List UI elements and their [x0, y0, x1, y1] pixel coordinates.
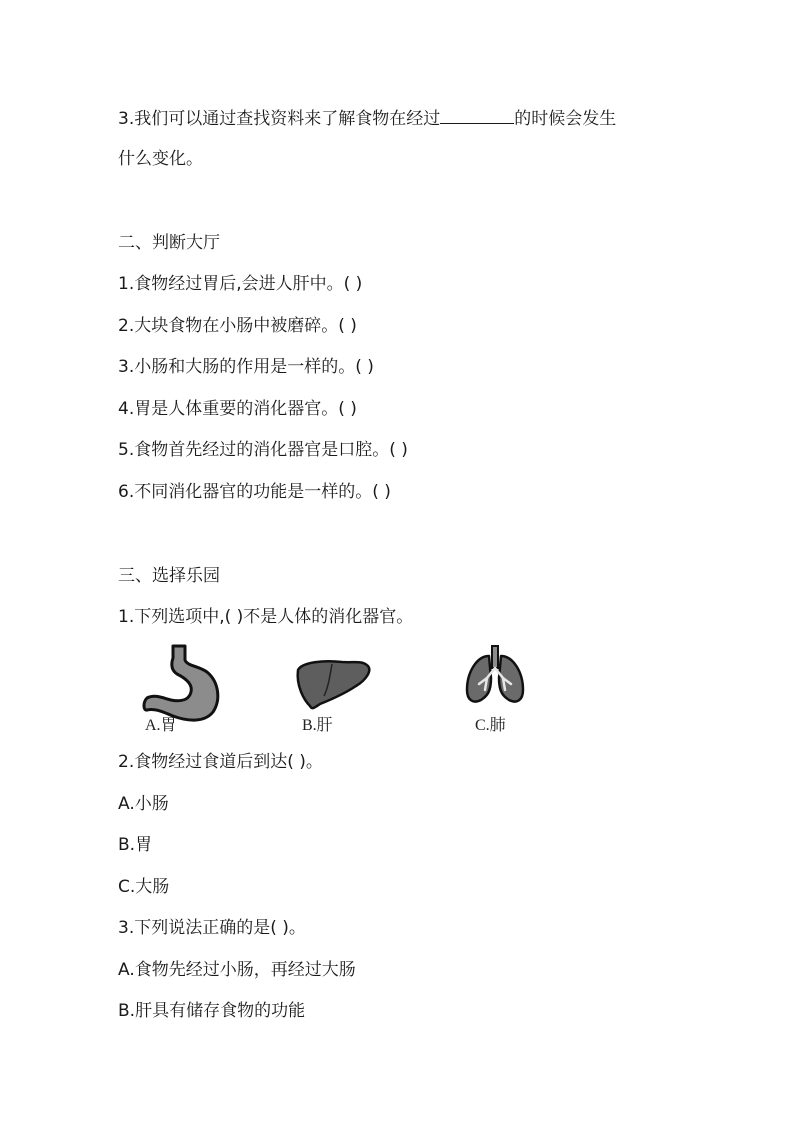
choice-q2-option-b: B.胃	[118, 835, 153, 855]
option-c-label: C.肺	[475, 717, 506, 734]
judgement-item-5: 5.食物首先经过的消化器官是口腔。( )	[118, 440, 408, 460]
answer-blank[interactable]	[440, 107, 514, 124]
choice-question-2: 2.食物经过食道后到达( )。	[118, 752, 323, 772]
choice-question-1: 1.下列选项中,( )不是人体的消化器官。	[118, 607, 414, 627]
fill-question-3-text-after: 的时候会发生	[514, 109, 617, 129]
section-title-choice: 三、选择乐园	[118, 566, 220, 586]
fill-question-3	[118, 107, 616, 130]
option-a-label: A.胃	[145, 717, 177, 734]
option-b-label: B.肝	[302, 717, 333, 734]
choice-q3-option-a: A.食物先经过小肠，再经过大肠	[118, 960, 356, 980]
option-c-image	[459, 638, 569, 734]
fill-question-3-text-before: 3.我们可以通过查找资料来了解食物在经过	[118, 109, 441, 129]
judgement-item-2: 2.大块食物在小肠中被磨碎。( )	[118, 316, 357, 336]
option-b-image	[284, 638, 394, 734]
judgement-item-4: 4.胃是人体重要的消化器官。( )	[118, 399, 357, 419]
judgement-item-6: 6.不同消化器官的功能是一样的。( )	[118, 482, 391, 502]
fill-question-3-line2: 什么变化。	[118, 149, 203, 169]
choice-question-3: 3.下列说法正确的是( )。	[118, 918, 306, 938]
section-title-judgement: 二、判断大厅	[118, 233, 220, 253]
choice-q3-option-b: B.肝具有储存食物的功能	[118, 1001, 306, 1021]
liver-icon	[284, 638, 394, 734]
choice-q2-option-a: A.小肠	[118, 794, 169, 814]
judgement-item-1: 1.食物经过胃后,会进人肝中。( )	[118, 274, 363, 294]
option-a-image	[133, 638, 243, 734]
judgement-item-3: 3.小肠和大肠的作用是一样的。( )	[118, 357, 374, 377]
choice-q2-option-c: C.大肠	[118, 877, 170, 897]
